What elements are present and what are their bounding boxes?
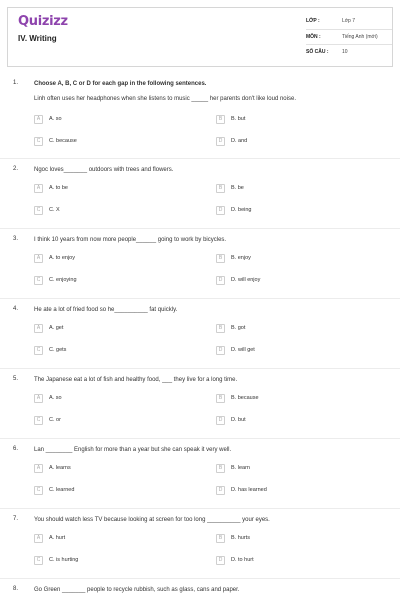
worksheet-meta [306,14,392,61]
option-letter-box: C [34,416,43,425]
option-text: C. enjoying [49,277,77,283]
meta-row-subject [306,30,392,46]
question-number: 8. [13,586,19,592]
meta-label: LỚP : [306,18,320,24]
meta-value: Lớp 7 [342,18,356,24]
meta-row-question-count [306,45,392,61]
option-text: B. learn [231,465,250,471]
option-text: D. will get [231,347,255,353]
option-letter-box: D [216,206,225,215]
question-divider [0,578,400,579]
question-number: 4. [13,306,19,312]
question-number: 3. [13,236,19,242]
option-letter-box: D [216,486,225,495]
option-text: D. and [231,138,248,144]
question-7 [0,516,400,586]
meta-row-class [306,14,392,30]
question-2 [0,166,400,236]
option-letter-box: B [216,115,225,124]
option-letter-box: C [34,556,43,565]
question-8 [0,586,400,600]
option-text: B. got [231,325,246,331]
option-text: B. enjoy [231,255,251,261]
option-text: B. hurts [231,535,250,541]
quizizz-logo: Quizizz [18,14,68,29]
option-text: D. has learned [231,487,267,493]
option-letter-box: D [216,346,225,355]
option-text: B. because [231,395,259,401]
question-number: 7. [13,516,19,522]
option-letter-box: B [216,394,225,403]
question-text: Choose A, B, C or D for each gap in the following sentences. [34,81,207,87]
option-text: D. will enjoy [231,277,261,283]
option-letter-box: A [34,184,43,193]
option-letter-box: B [216,324,225,333]
question-5 [0,376,400,446]
option-letter-box: C [34,206,43,215]
option-letter-box: B [216,254,225,263]
question-divider [0,368,400,369]
option-letter-box: A [34,324,43,333]
option-letter-box: C [34,486,43,495]
question-number: 5. [13,376,19,382]
option-text: A. to enjoy [49,255,75,261]
question-text: Lan ________ English for more than a year but she can speak it very well. [34,447,232,453]
option-text: A. get [49,325,64,331]
option-letter-box: A [34,254,43,263]
option-letter-box: A [34,534,43,543]
question-divider [0,438,400,439]
option-text: A. so [49,116,62,122]
question-text: Ngoc loves_______ outdoors with trees and flowers. [34,167,174,173]
meta-label: MÔN : [306,33,321,40]
option-letter-box: D [216,137,225,146]
option-letter-box: D [216,416,225,425]
question-divider [0,298,400,299]
question-1 [0,80,400,150]
question-divider [0,228,400,229]
option-text: D. being [231,207,252,213]
question-subtext: Linh often uses her headphones when she listens to music _____ her parents don't like loud noise. [34,96,296,102]
option-text: A. so [49,395,62,401]
question-number: 2. [13,166,19,172]
option-text: C. X [49,207,60,213]
worksheet-header [7,7,393,67]
option-text: C. gets [49,347,67,353]
question-text: The Japanese eat a lot of fish and healthy food, ___ they live for a long time. [34,377,238,383]
option-text: D. to hurt [231,557,254,563]
option-text: B. be [231,185,244,191]
option-text: A. to be [49,185,68,191]
option-letter-box: C [34,346,43,355]
question-text: I think 10 years from now more people______ going to work by bicycles. [34,237,227,243]
option-letter-box: C [34,137,43,146]
option-letter-box: A [34,115,43,124]
option-letter-box: A [34,464,43,473]
meta-label: SỐ CÂU : [306,49,329,55]
option-text: C. because [49,138,77,144]
option-text: A. hurt [49,535,66,541]
option-text: C. is hurting [49,557,79,563]
option-text: B. but [231,116,246,122]
option-letter-box: B [216,184,225,193]
option-letter-box: A [34,394,43,403]
option-text: A. learns [49,465,71,471]
question-4 [0,306,400,376]
option-letter-box: B [216,464,225,473]
option-text: C. or [49,417,61,423]
question-text: He ate a lot of fried food so he__________ fat quickly. [34,307,178,313]
question-6 [0,446,400,516]
question-divider [0,158,400,159]
meta-value: 10 [342,49,348,55]
worksheet-title: IV. Writing [18,34,57,43]
question-text: You should watch less TV because looking at screen for too long __________ your eyes. [34,517,270,523]
question-number: 1. [13,80,19,86]
question-number: 6. [13,446,19,452]
option-letter-box: C [34,276,43,285]
question-divider [0,508,400,509]
option-letter-box: D [216,276,225,285]
option-text: C. learned [49,487,75,493]
option-letter-box: D [216,556,225,565]
question-text: Go Green _______ people to recycle rubbish, such as glass, cans and paper. [34,587,240,593]
option-letter-box: B [216,534,225,543]
meta-value: Tiếng Anh (mới) [342,33,378,40]
option-text: D. but [231,417,246,423]
question-3 [0,236,400,306]
